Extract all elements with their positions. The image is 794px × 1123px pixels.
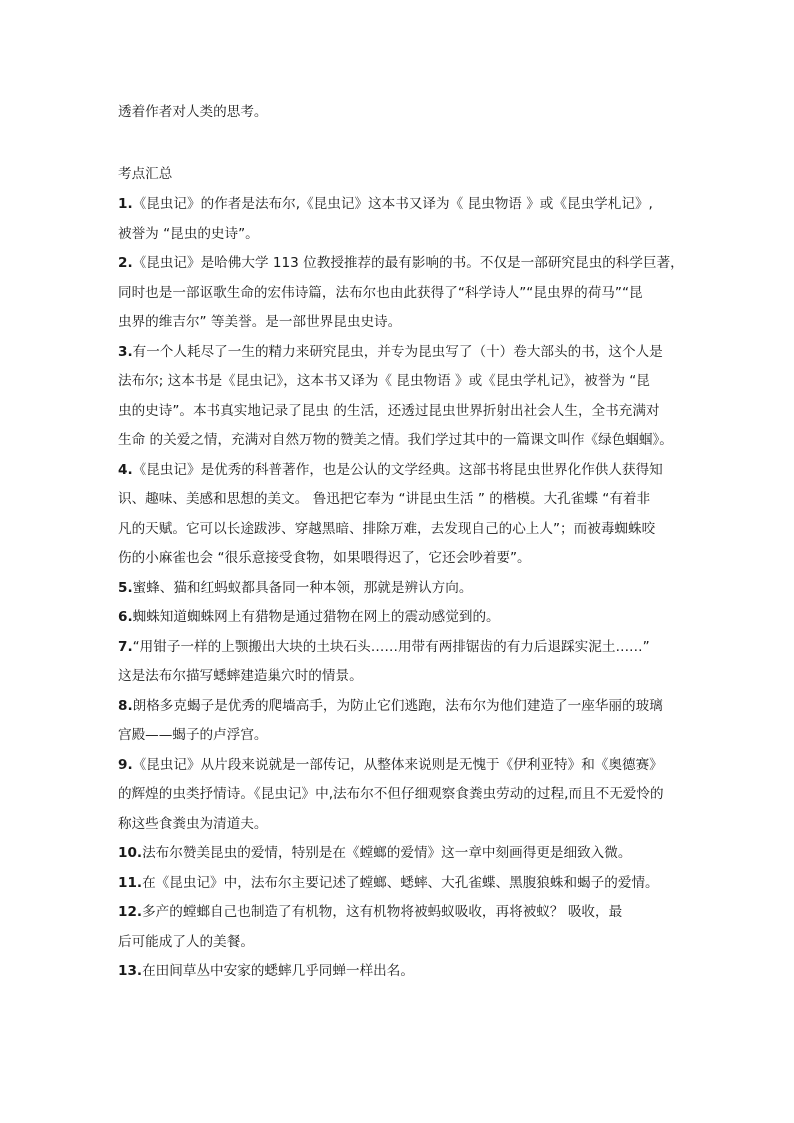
point-item: [118, 603, 678, 633]
point-number: 6.: [118, 609, 133, 625]
heading-text: 考点汇总: [118, 166, 173, 182]
point-text: 蜘蛛知道蜘蛛网上有猎物是通过猎物在网上的震动感觉到的。: [132, 609, 500, 625]
point-item: [118, 839, 678, 869]
point-number: 2.: [118, 255, 133, 271]
section-heading: [118, 160, 678, 190]
point-item: [118, 456, 678, 574]
point-text: 《昆虫记》从片段来说就是一部传记，从整体来说则是无愧于《伊利亚特》和《奥德赛》: [132, 756, 663, 773]
point-text: 法布尔; 这本书是《昆虫记》，这本书又译为《 昆虫物语 》或《昆虫学札记》，被誉为 “昆: [118, 373, 650, 389]
point-text: 多产的螳螂自己也制造了有机物，这有机物将被蚂蚁吸收，再将被蚁？ 吸收，最: [142, 904, 623, 920]
point-text: 识、趣味、美感和思想的美文。 鲁迅把它奉为 “讲昆虫生活 ” 的楷模。大孔雀蝶 “有着非: [118, 491, 651, 507]
point-item: [118, 190, 678, 249]
intro-line: 透着作者对人类的思考。: [118, 104, 268, 120]
point-number: 4.: [118, 461, 133, 478]
point-text: 伤的小麻雀也会 “很乐意接受食物，如果喂得迟了，它还会吵着要”。: [118, 550, 531, 566]
intro-paragraph: [118, 98, 678, 128]
point-text: 后可能成了人的美餐。: [118, 933, 254, 950]
point-number: 12.: [118, 904, 143, 920]
point-text: 宫殿——蝎子的卢浮宫。: [118, 727, 268, 743]
point-text: 虫的史诗”。本书真实地记录了昆虫 的生活，还透过昆虫世界折射出社会人生，全书充满对: [118, 402, 660, 419]
point-number: 5.: [118, 579, 133, 596]
point-item: [118, 574, 678, 604]
point-item: [118, 692, 678, 751]
point-number: 1.: [118, 196, 133, 212]
point-item: [118, 249, 684, 338]
point-text: 朗格多克蝎子是优秀的爬墙高手，为防止它们逃跑，法布尔为他们建造了一座华丽的玻璃: [132, 697, 663, 714]
point-item: [118, 633, 678, 692]
point-text: 在《昆虫记》中，法布尔主要记述了螳螂、蟋蟀、大孔雀蝶、黑腹狼蛛和蝎子的爱情。: [142, 874, 659, 891]
point-text: 《昆虫记》是优秀的科普著作，也是公认的文学经典。这部书将昆虫世界化作供人获得知: [132, 461, 663, 478]
point-text: 被誉为 “昆虫的史诗”。: [118, 225, 259, 242]
point-text: 《昆虫记》的作者是法布尔,《昆虫记》这本书又译为《 昆虫物语 》或《昆虫学札记》,: [132, 196, 653, 212]
point-number: 9.: [118, 756, 133, 773]
point-number: 3.: [118, 343, 133, 360]
point-number: 10.: [118, 845, 143, 861]
point-text: 生命 的关爱之情，充满对自然万物的赞美之情。我们学过其中的一篇课文叫作《绿色蝈蝈》。: [118, 432, 673, 448]
point-text: 同时也是一部讴歌生命的宏伟诗篇，法布尔也由此获得了“科学诗人”“昆虫界的荷马”“昆: [118, 284, 643, 301]
point-text: 称这些食粪虫为清道夫。: [118, 815, 268, 832]
point-text: 凡的天赋。它可以长途跋涉、穿越黑暗、排除万难，去发现自己的心上人”；而被毒蜘蛛咬: [118, 520, 656, 537]
point-item: [118, 338, 678, 456]
point-text: 虫界的维吉尔” 等美誉。是一部世界昆虫史诗。: [118, 314, 402, 330]
point-text: 有一个人耗尽了一生的精力来研究昆虫，并专为昆虫写了（十）卷大部头的书，这个人是: [132, 343, 663, 360]
point-number: 11.: [118, 874, 143, 891]
point-number: 8.: [118, 697, 133, 714]
point-item: [118, 751, 678, 840]
point-text: 的辉煌的虫类抒情诗。《昆虫记》中,法布尔不但仔细观察食粪虫劳动的过程,而且不无爱怜的: [118, 786, 664, 802]
point-text: 在田间草丛中安家的蟋蟀几乎同蝉一样出名。: [142, 963, 414, 979]
point-text: 这是法布尔描写蟋蟀建造巢穴时的情景。: [118, 668, 363, 684]
points-list: [118, 190, 684, 987]
point-item: [118, 957, 678, 987]
point-number: 13.: [118, 963, 143, 979]
point-text: 《昆虫记》是哈佛大学 113 位教授推荐的最有影响的书。不仅是一部研究昆虫的科学巨著，: [132, 255, 684, 271]
point-item: [118, 869, 678, 899]
point-item: [118, 898, 678, 957]
point-text: 蜜蜂、猫和红蚂蚁都具备同一种本领，那就是辨认方向。: [132, 579, 473, 596]
point-number: 7.: [118, 638, 133, 655]
point-text: 法布尔赞美昆虫的爱情，特别是在《螳螂的爱情》这一章中刻画得更是细致入微。: [142, 845, 632, 861]
point-text: “用钳子一样的上颚搬出大块的土块石头……用带有两排锯齿的有力后退踩实泥土……”: [132, 638, 650, 655]
